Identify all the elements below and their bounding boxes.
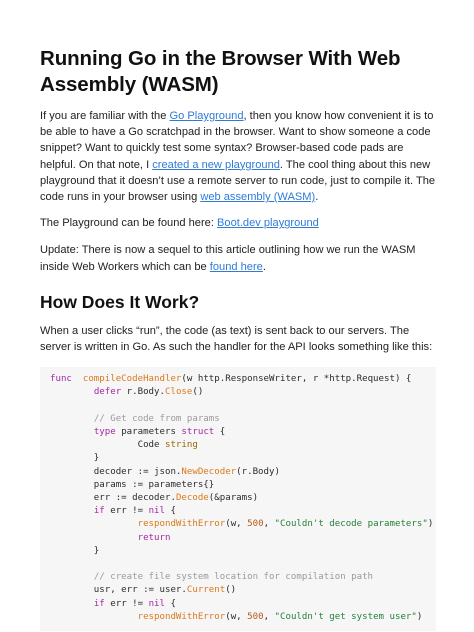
code-token: Decode (175, 493, 209, 504)
code-token: usr, err := user. (50, 585, 187, 596)
code-token (72, 374, 83, 384)
code-token (50, 506, 94, 516)
code-line (50, 599, 176, 609)
code-token: defer (93, 387, 122, 398)
code-token (50, 387, 94, 397)
code-line (50, 467, 280, 477)
web-assembly-link[interactable]: web assembly (WASM) (200, 191, 316, 204)
code-token: r.Body. (121, 387, 165, 398)
code-line (50, 533, 170, 543)
code-token: func (50, 374, 72, 385)
playground-paragraph (40, 215, 436, 231)
article (40, 46, 436, 631)
code-token (50, 572, 94, 582)
code-token: respondWithError (137, 519, 226, 530)
code-line (50, 374, 411, 384)
code-token: } (50, 545, 100, 556)
code-token: () (192, 387, 204, 398)
code-token: return (137, 532, 171, 543)
code-token: Code (50, 440, 165, 451)
code-line (50, 480, 214, 490)
code-line (50, 585, 236, 595)
found-here-link[interactable]: found here (209, 260, 263, 273)
section-heading: How Does It Work? (40, 291, 200, 312)
code-line (50, 519, 433, 529)
code-token: // Get code from params (93, 413, 220, 424)
bootdev-playground-link[interactable]: Boot.dev playground (217, 217, 319, 230)
code-token: // create file system location for compilation path (93, 572, 374, 583)
code-line (50, 427, 225, 437)
code-token: 500 (247, 519, 264, 530)
code-token: Close (165, 387, 193, 398)
intro-text-3: . The cool thing about this new playground that it doesn’t use a remote server to run code, just to compile it. The code runs in your browser using (40, 158, 436, 204)
code-token: , (263, 519, 275, 530)
code-line (50, 453, 99, 463)
update-text-2: . (262, 260, 266, 273)
code-token: err != (104, 506, 149, 517)
code-token: decoder := json. (50, 466, 182, 477)
code-token: compileCodeHandler (82, 374, 182, 385)
code-token: { (165, 598, 176, 609)
playground-text: The Playground can be found here: (40, 217, 218, 230)
code-token: "Couldn't get system user" (274, 611, 417, 622)
new-playground-link[interactable]: created a new playground (152, 158, 280, 171)
code-token: if (93, 506, 105, 517)
code-token: (&params) (208, 493, 259, 504)
go-playground-link[interactable]: Go Playground (169, 110, 244, 122)
code-token: string (164, 440, 198, 451)
code-token (50, 519, 138, 529)
code-token: ) (416, 611, 423, 622)
code-token: err := decoder. (50, 493, 176, 504)
code-token: (r.Body) (236, 466, 280, 477)
code-token: parameters (115, 427, 182, 438)
code-token: respondWithError (137, 611, 226, 622)
code-token: struct (181, 427, 215, 438)
code-line (50, 414, 220, 424)
code-line (50, 440, 198, 450)
code-token: 500 (247, 611, 264, 622)
update-paragraph (40, 242, 436, 274)
code-block (40, 367, 436, 631)
code-line (50, 612, 422, 622)
code-token: ) (427, 519, 434, 530)
code-token (50, 427, 94, 437)
intro-paragraph (40, 108, 436, 205)
code-token: err != (104, 598, 149, 609)
code-token: (w, (225, 519, 248, 530)
code-token: nil (148, 598, 166, 609)
code-token (50, 414, 94, 424)
code-token: nil (148, 506, 166, 517)
code-token: type (93, 427, 116, 438)
code-line (50, 387, 203, 397)
code-line (50, 546, 99, 556)
article-title: Running Go in the Browser With Web Assembly (WASM) (40, 47, 401, 96)
code-token: (w http.ResponseWriter, r *http.Request) { (181, 374, 412, 385)
intro-text-1: If you are familiar with the (40, 110, 170, 122)
code-token: { (165, 506, 176, 517)
code-token: , (263, 611, 275, 622)
code-token: "Couldn't decode parameters" (274, 519, 428, 530)
intro-text-4: . (315, 191, 319, 204)
code-token: params := parameters{} (50, 479, 215, 490)
update-text-1: Update: There is now a sequel to this article outlining how we run the WASM inside Web Workers which can be (40, 244, 416, 273)
code-line (50, 572, 373, 582)
code-token: NewDecoder (181, 466, 237, 477)
code-token (50, 533, 138, 543)
code-token: () (225, 585, 237, 596)
code-token: } (50, 453, 100, 464)
intro-text-2: , then you know how convenient it is to be able to have a Go scratchpad in the browser. Want to show someone a code snippet? Want to quickly test some syntax? Browser-based code pads are helpful. On that note, I (40, 110, 434, 171)
code-line (50, 506, 176, 516)
code-line (50, 493, 258, 503)
code-token: Current (186, 585, 226, 596)
code-token: { (214, 427, 226, 438)
code-token: if (93, 598, 105, 609)
code-content (50, 373, 436, 624)
code-token (50, 599, 94, 609)
code-token (50, 612, 138, 622)
code-token: (w, (225, 611, 248, 622)
section-paragraph: When a user clicks “run”, the code (as text) is sent back to our servers. The server is written in Go. As such the handler for the API looks something like this: (40, 324, 433, 354)
